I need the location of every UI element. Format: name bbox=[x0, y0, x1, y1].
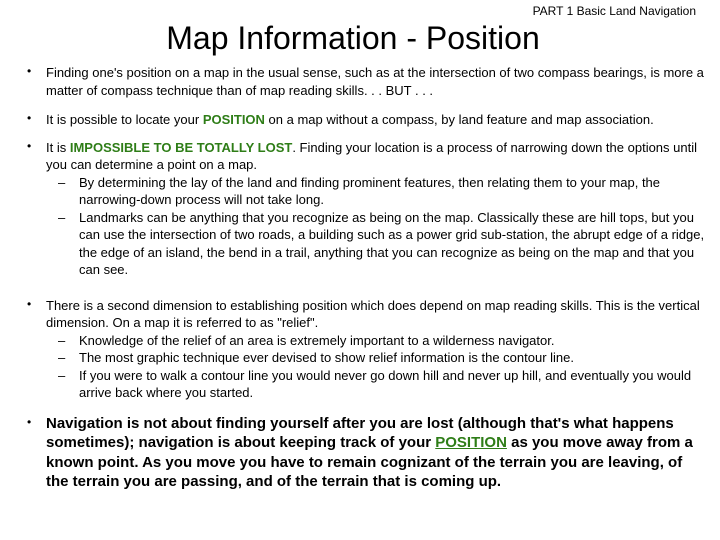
sub-bullet-text: The most graphic technique ever devised to show relief information is the contour line. bbox=[79, 350, 574, 365]
dash-marker: – bbox=[58, 367, 66, 383]
bullet-5-post: as you move away from a known point. As you move you have to remain cognizant of the terrain you are leaving, of the terrain you are passing, and of the terrain that is coming up. bbox=[46, 434, 693, 491]
bullet-3-pre: It is bbox=[46, 139, 70, 155]
bullet-1-text: Finding one's position on a map in the usual sense, such as at the intersection of two compass bearings, is more a matter of compass technique than of map reading skills. . . BUT . . . bbox=[46, 65, 704, 98]
bullet-4-text: There is a second dimension to establishing position which does depend on map reading skills. This is the vertical dimension. On a map it is referred to as "relief". bbox=[46, 297, 700, 330]
sub-bullet-text: If you were to walk a contour line you would never go down hill and never up hill, and eventually you would arrive back where you started. bbox=[79, 367, 692, 400]
sub-bullet-text: Landmarks can be anything that you recognize as being on the map. Classically these are hill tops, but you can use the intersection of two roads, a building such as a power grid sub-station, the abrupt edge of a ridge, the edge of an island, the bend in a trail, anything that you can recognize as being on the map and that you can see. bbox=[79, 209, 705, 277]
bullet-3 bbox=[0, 139, 720, 279]
bullet-5-pre: Navigation is not about finding yourself after you are lost (although that's what happens sometimes); navigation is about keeping track of your bbox=[46, 414, 674, 452]
sub-bullet bbox=[46, 367, 706, 402]
page-title: Map Information - Position bbox=[166, 20, 540, 56]
sub-bullet-text: By determining the lay of the land and finding prominent features, then relating them to your map, the narrowing-down process will not take long. bbox=[79, 174, 661, 207]
dash-marker: – bbox=[58, 174, 66, 190]
bullet-marker: • bbox=[27, 111, 32, 125]
bullet-3-post: . Finding your location is a process of narrowing down the options until you can determine a point on a map. bbox=[46, 139, 697, 172]
bullet-1 bbox=[0, 64, 720, 99]
sub-bullet bbox=[46, 349, 706, 367]
dash-marker: – bbox=[58, 332, 66, 348]
dash-marker: – bbox=[58, 209, 66, 225]
bullet-2-pre: It is possible to locate your bbox=[46, 112, 203, 127]
header-part-label: PART 1 Basic Land Navigation bbox=[532, 4, 696, 18]
bullet-2-post: on a map without a compass, by land feature and map association. bbox=[264, 112, 654, 127]
position-keyword: POSITION bbox=[202, 112, 265, 127]
sub-bullet bbox=[46, 174, 706, 209]
sub-bullet bbox=[46, 332, 706, 350]
bullet-list bbox=[0, 64, 720, 492]
bullet-marker: • bbox=[27, 138, 32, 153]
sub-bullet bbox=[46, 209, 706, 279]
bullet-2 bbox=[0, 111, 720, 129]
position-keyword-link: POSITION bbox=[435, 434, 507, 452]
bullet-marker: • bbox=[27, 64, 32, 78]
bullet-5-text bbox=[46, 414, 706, 492]
bullet-4 bbox=[0, 297, 720, 402]
bullet-3-text bbox=[46, 139, 706, 174]
bullet-marker: • bbox=[27, 296, 32, 311]
dash-marker: – bbox=[58, 350, 66, 365]
bullet-marker: • bbox=[27, 414, 32, 429]
sub-bullet-text: Knowledge of the relief of an area is extremely important to a wilderness navigator. bbox=[79, 332, 555, 348]
impossible-lost-keyword: IMPOSSIBLE TO BE TOTALLY LOST bbox=[69, 139, 293, 155]
bullet-5 bbox=[0, 414, 720, 492]
bullet-2-text bbox=[46, 111, 706, 129]
